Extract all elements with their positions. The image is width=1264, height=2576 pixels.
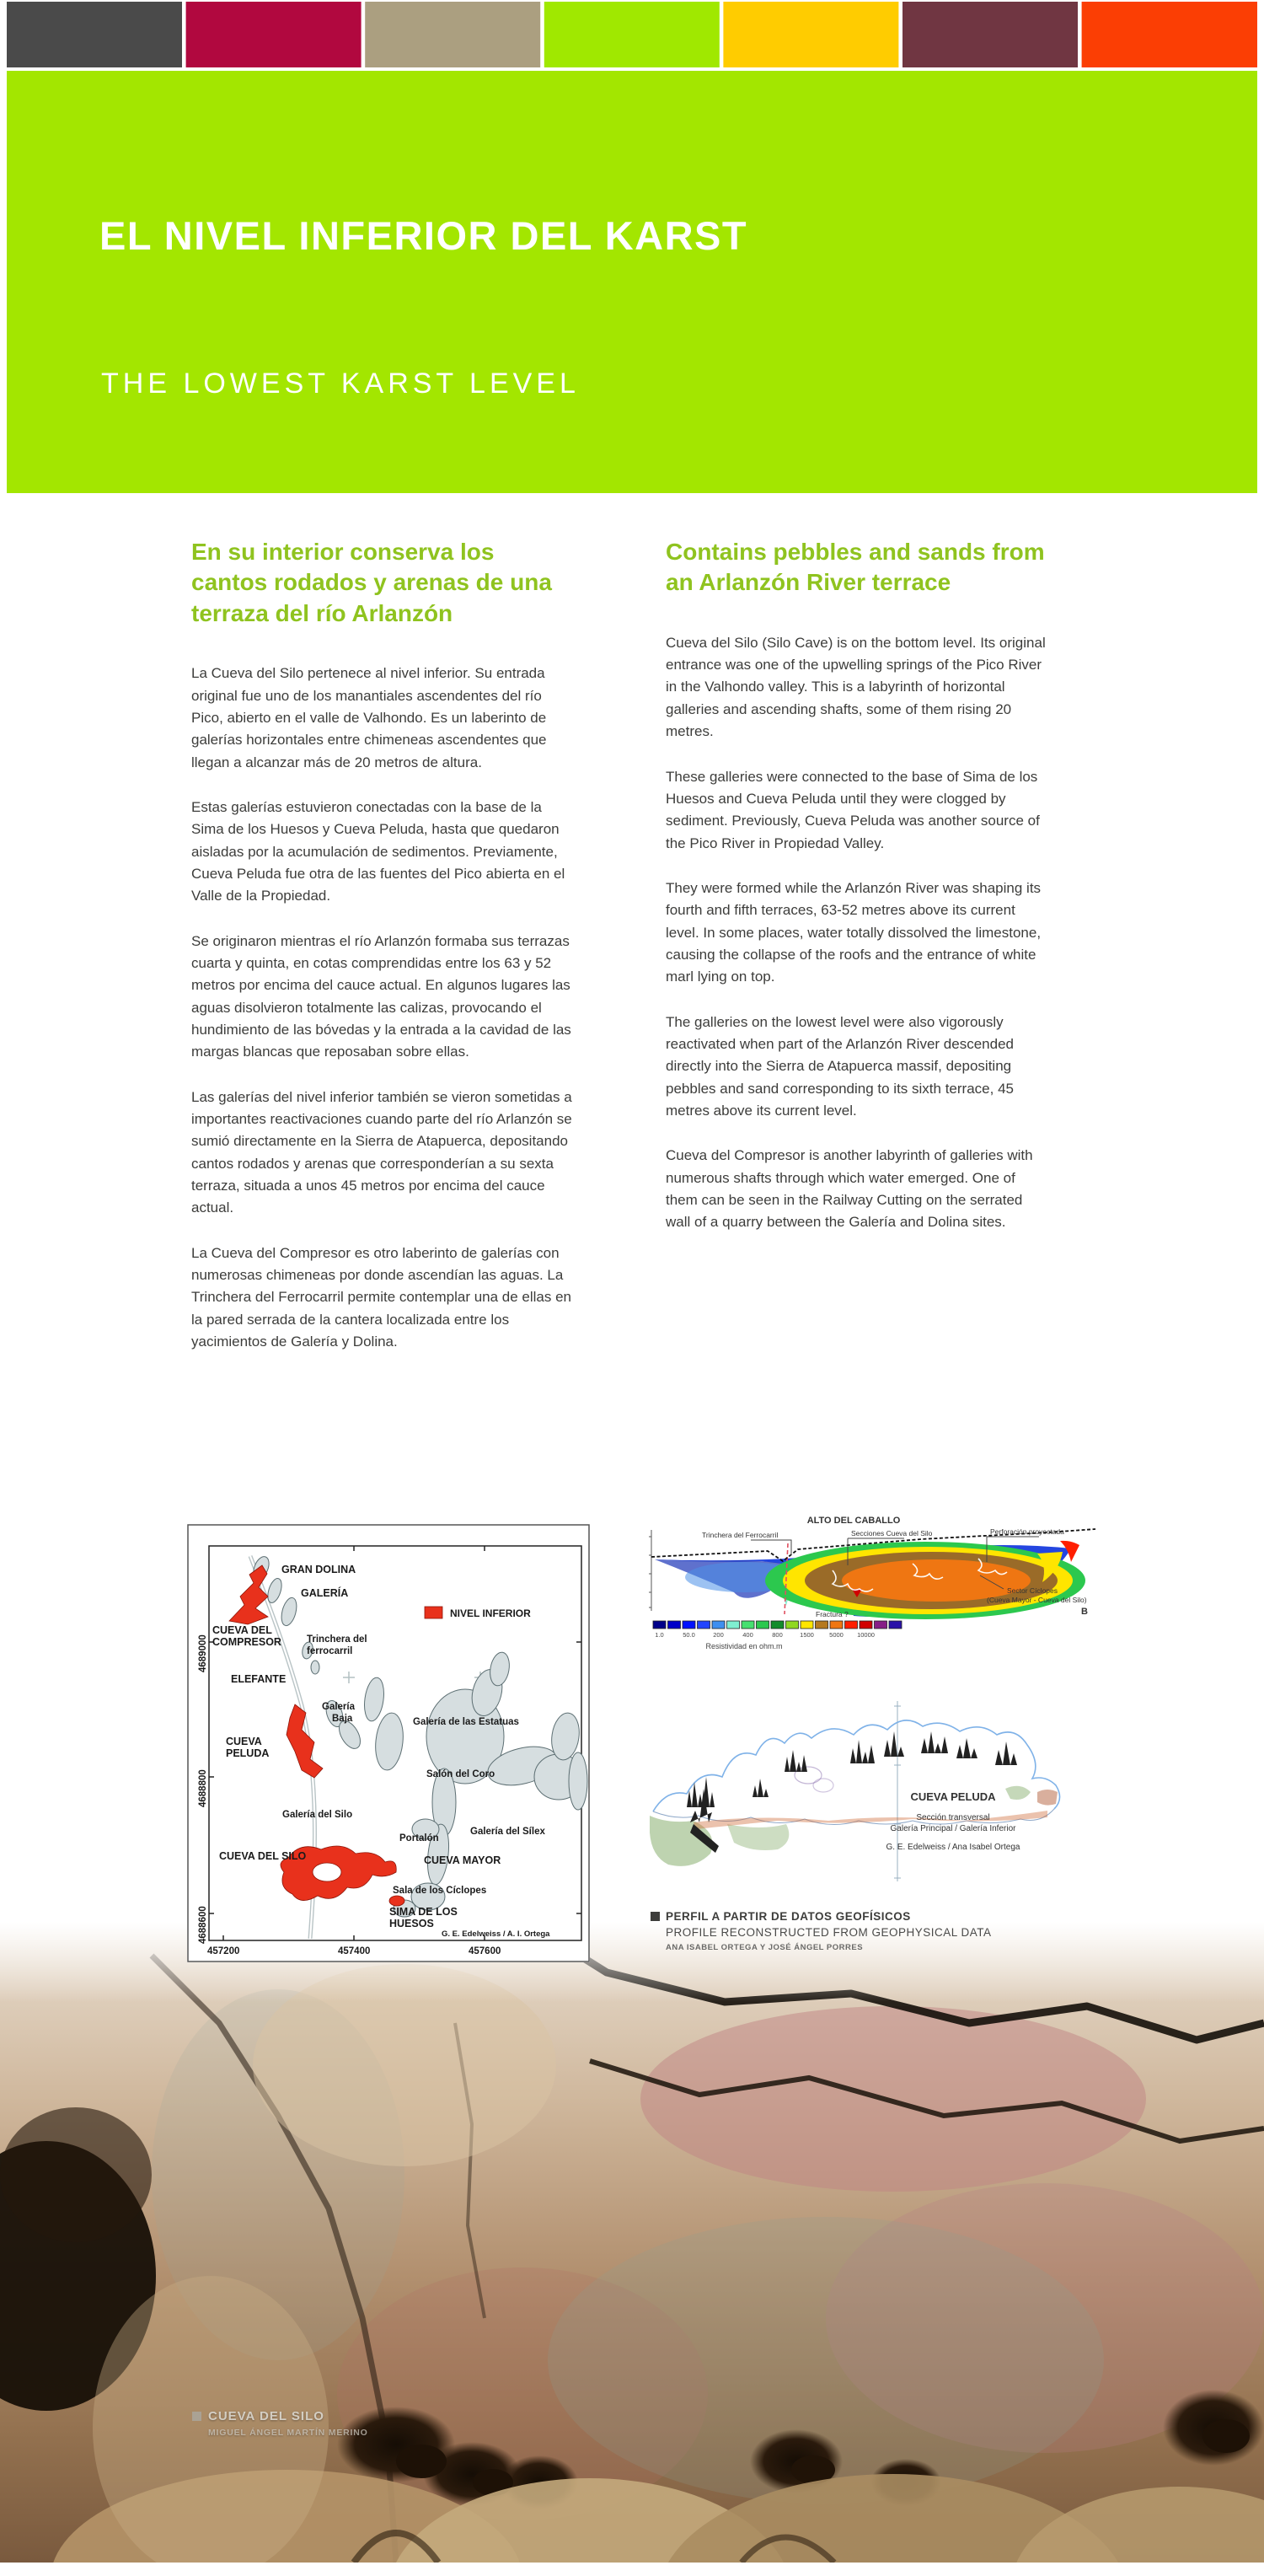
- map-credit: G. E. Edelweiss / A. I. Ortega: [442, 1929, 550, 1939]
- svg-text:CUEVA DEL: CUEVA DEL: [212, 1624, 272, 1636]
- english-paragraph-2: These galleries were connected to the base of Sima de los Huesos and Cueva Peluda until they were clogged by sediment. Previously, Cueva Peluda was another source of the Pico River in Propiedad Valley.: [666, 768, 1040, 851]
- svg-text:CUEVA: CUEVA: [226, 1736, 262, 1747]
- spanish-paragraph-1: La Cueva del Silo pertenece al nivel inferior. Su entrada original fue uno de los manantiales ascendentes del río Pico, abierto en el valle de Valhondo. Es un laberinto de galerías horizontales entre chimeneas ascendentes que llegan a alcanzar más de 20 metros de altura.: [191, 665, 547, 770]
- palette-swatch-2: [186, 2, 362, 67]
- svg-text:SIMA DE LOS: SIMA DE LOS: [389, 1906, 458, 1918]
- english-paragraph-4: The galleries on the lowest level were also vigorously reactivated when part of the Arlanzón River descended directly into the Sierra de Atapuerca massif, depositing pebbles and sand corresponding to its sixth terrace, 45 metres above its current level.: [666, 1013, 1014, 1119]
- svg-text:Galería: Galería: [322, 1702, 355, 1712]
- palette-swatch-1: [7, 2, 182, 67]
- profile-caption-en: PROFILE RECONSTRUCTED FROM GEOPHYSICAL DATA: [666, 1926, 992, 1939]
- profile-legend-values: [655, 1631, 875, 1639]
- svg-text:800: 800: [772, 1631, 783, 1639]
- svg-text:1.0: 1.0: [655, 1631, 664, 1639]
- svg-text:Trinchera del Ferrocarril: Trinchera del Ferrocarril: [702, 1531, 779, 1539]
- spanish-heading: En su interior conserva los cantos rodados y arenas de una terraza del río Arlanzón: [191, 539, 552, 626]
- svg-text:GALERÍA: GALERÍA: [301, 1587, 349, 1599]
- header-band: [7, 71, 1257, 493]
- spanish-paragraph-4: Las galerías del nivel inferior también se vieron sometidas a importantes reactivaciones cuando parte del río Arlanzón se sumió directamente en la Sierra de Atapuerca, depositando cantos rodados y arenas que corresponderían a su sexta terraza, situada a unos 45 metros por encima del cauce actual.: [191, 1088, 572, 1216]
- cave-photo-art: [0, 1922, 1264, 2563]
- svg-text:1500: 1500: [800, 1631, 814, 1639]
- profile-title: ALTO DEL CABALLO: [806, 1516, 901, 1526]
- svg-text:Secciones Cueva del Silo: Secciones Cueva del Silo: [851, 1529, 933, 1538]
- svg-text:CUEVA MAYOR: CUEVA MAYOR: [424, 1854, 501, 1866]
- peluda-section: [643, 1698, 1105, 1908]
- svg-text:GRAN DOLINA: GRAN DOLINA: [281, 1564, 356, 1575]
- svg-text:PELUDA: PELUDA: [226, 1747, 270, 1759]
- english-paragraph-1: Cueva del Silo (Silo Cave) is on the bottom level. Its original entrance was one of the upwelling springs of the Pico River in the Valhondo valley. This is a labyrinth of horizontal galleries and ascending shafts, some of them rising 20 metres.: [666, 634, 1046, 740]
- cave-photo: [0, 1922, 1264, 2563]
- svg-text:4689000: 4689000: [198, 1634, 208, 1672]
- svg-text:Galería Principal / Galería In: Galería Principal / Galería Inferior: [890, 1824, 1016, 1833]
- svg-text:200: 200: [713, 1631, 724, 1639]
- caption-square-icon: [192, 2412, 201, 2421]
- svg-text:ELEFANTE: ELEFANTE: [231, 1673, 287, 1685]
- svg-text:50.0: 50.0: [683, 1631, 695, 1639]
- svg-text:Galería de las Estatuas: Galería de las Estatuas: [413, 1717, 519, 1727]
- map-legend-swatch: [425, 1607, 442, 1618]
- svg-text:CUEVA DEL SILO: CUEVA DEL SILO: [219, 1850, 307, 1862]
- palette-swatch-4: [544, 2, 720, 67]
- svg-text:(Cueva Mayor - Cueva del Silo): (Cueva Mayor - Cueva del Silo): [987, 1596, 1087, 1604]
- svg-text:Portalón: Portalón: [399, 1833, 439, 1843]
- english-heading: Contains pebbles and sands from an Arlanzón River terrace: [666, 539, 1045, 596]
- profile-legend-label: Resistividad en ohm.m: [705, 1642, 783, 1650]
- english-column: [666, 537, 1047, 1257]
- svg-text:457600: 457600: [469, 1946, 501, 1956]
- english-paragraph-5: Cueva del Compresor is another labyrinth of galleries with numerous shafts through which water emerged. One of them can be seen in the Railway Cutting on the serrated wall of a quarry between the Galería and Dolina sites.: [666, 1147, 1033, 1231]
- svg-text:4688800: 4688800: [198, 1769, 208, 1807]
- peluda-labels: [886, 1790, 1020, 1852]
- svg-text:HUESOS: HUESOS: [389, 1918, 434, 1929]
- palette-swatch-3: [365, 2, 540, 67]
- svg-text:Perforación proyectada: Perforación proyectada: [990, 1527, 1064, 1536]
- page-title: EL NIVEL INFERIOR DEL KARST: [99, 213, 748, 258]
- profile-caption-es: PERFIL A PARTIR DE DATOS GEOFÍSICOS: [651, 1910, 1089, 1923]
- profile-legend: [653, 1621, 902, 1629]
- profile-drawing: [649, 1529, 1095, 1619]
- peluda-credit: G. E. Edelweiss / Ana Isabel Ortega: [886, 1843, 1020, 1852]
- english-paragraph-3: They were formed while the Arlanzón River was shaping its fourth and fifth terraces, 63-52 metres above its current level. In some places, water totally dissolved the limestone, causing the collapse of the roofs and the entrance of white marl lying on top.: [666, 879, 1042, 985]
- svg-text:5000: 5000: [829, 1631, 844, 1639]
- svg-text:COMPRESOR: COMPRESOR: [212, 1636, 281, 1648]
- svg-text:457400: 457400: [338, 1946, 371, 1956]
- profile-caption-block: [651, 1910, 1089, 1952]
- page-subtitle: THE LOWEST KARST LEVEL: [101, 368, 580, 400]
- map-legend-label: NIVEL INFERIOR: [450, 1607, 531, 1619]
- svg-text:Galería del Sílex: Galería del Sílex: [470, 1827, 545, 1837]
- spanish-paragraph-3: Se originaron mientras el río Arlanzón formaba sus terrazas cuarta y quinta, en cotas comprendidas entre los 63 y 52 metros por encima del cauce actual. En algunos lugares las aguas disolvieron totalmente las calizas, provocando el hundimiento de las bóvedas y la entrada a la cavidad de las margas blancas que reposaban sobre ellas.: [191, 932, 571, 1060]
- palette-swatch-5: [723, 2, 898, 67]
- svg-text:ferrocarril: ferrocarril: [307, 1646, 353, 1656]
- svg-text:Fractura ?: Fractura ?: [816, 1610, 849, 1618]
- svg-text:4688600: 4688600: [198, 1906, 208, 1944]
- profile-caption-credit: ANA ISABEL ORTEGA Y JOSÉ ÁNGEL PORRES: [666, 1943, 864, 1952]
- svg-text:Baja: Baja: [332, 1714, 353, 1724]
- peluda-title: CUEVA PELUDA: [910, 1790, 996, 1803]
- svg-text:Sala de los Cíclopes: Sala de los Cíclopes: [393, 1886, 487, 1896]
- palette-swatch-6: [902, 2, 1078, 67]
- photo-caption-block: [192, 2409, 368, 2438]
- karst-map: [187, 1524, 590, 1962]
- geophysical-profile: [643, 1511, 1105, 1695]
- spanish-paragraph-5: La Cueva del Compresor es otro laberinto de galerías con numerosas chimeneas por donde ascendían las aguas. La Trinchera del Ferrocarril permite contemplar una de ellas en la pared serrada de la cantera localizada entre los yacimientos de Galería y Dolina.: [191, 1244, 572, 1350]
- spanish-column: [191, 537, 572, 1376]
- caption-square-icon: [651, 1912, 660, 1921]
- photo-credit: MIGUEL ÁNGEL MARTÍN MERINO: [208, 2428, 368, 2438]
- svg-text:B: B: [1081, 1607, 1088, 1617]
- svg-text:Salón del Coro: Salón del Coro: [426, 1769, 495, 1779]
- svg-text:400: 400: [742, 1631, 753, 1639]
- svg-text:10000: 10000: [857, 1631, 875, 1639]
- svg-text:Sección transversal: Sección transversal: [916, 1813, 990, 1822]
- svg-text:Sector Cíclopes: Sector Cíclopes: [1007, 1586, 1058, 1595]
- palette-color-bar: [7, 2, 1257, 67]
- photo-caption: CUEVA DEL SILO: [192, 2409, 368, 2423]
- svg-text:Trinchera del: Trinchera del: [307, 1634, 367, 1645]
- svg-text:457200: 457200: [207, 1946, 240, 1956]
- spanish-paragraph-2: Estas galerías estuvieron conectadas con la base de la Sima de los Huesos y Cueva Peluda, hasta que quedaron aisladas por la acumulación de sedimentos. Previamente, Cueva Peluda fue otra de las fuentes del Pico abierta en el Valle de la Propiedad.: [191, 798, 565, 904]
- palette-swatch-7: [1082, 2, 1257, 67]
- peluda-drawing: [650, 1701, 1060, 1881]
- svg-text:Galería del Silo: Galería del Silo: [282, 1810, 353, 1820]
